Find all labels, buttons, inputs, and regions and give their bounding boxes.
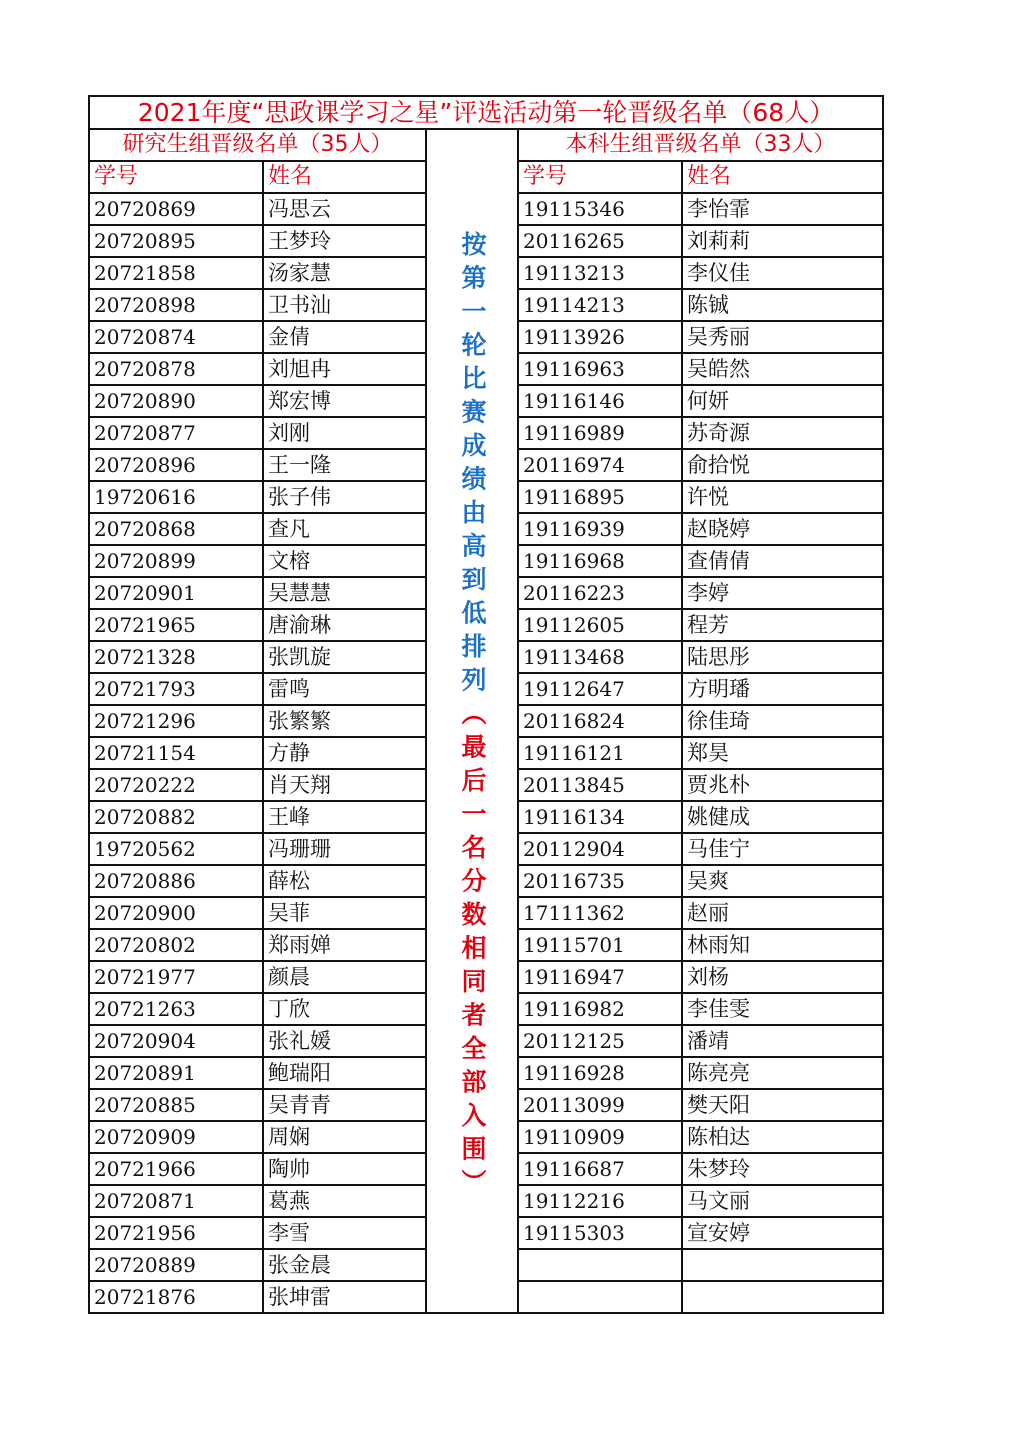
grad-student-id: 20721876 (89, 1281, 263, 1313)
undergrad-student-name: 刘莉莉 (682, 225, 883, 257)
grad-student-name: 卫书汕 (263, 289, 426, 321)
undergrad-student-name: 程芳 (682, 609, 883, 641)
grad-group-heading: 研究生组晋级名单（35人） (89, 129, 426, 161)
undergrad-student-name: 姚健成 (682, 801, 883, 833)
undergrad-student-name: 马佳宁 (682, 833, 883, 865)
promotion-list-table (88, 95, 884, 1314)
undergrad-col-name-header: 姓名 (682, 161, 883, 193)
grad-student-name: 文榕 (263, 545, 426, 577)
undergrad-student-name: 许悦 (682, 481, 883, 513)
undergrad-student-id: 19114213 (518, 289, 682, 321)
grad-student-name: 张金晨 (263, 1249, 426, 1281)
grad-student-name: 王峰 (263, 801, 426, 833)
grad-student-name: 颜晨 (263, 961, 426, 993)
grad-student-name: 李雪 (263, 1217, 426, 1249)
empty-cell (518, 1281, 682, 1313)
undergrad-student-name: 陈铖 (682, 289, 883, 321)
grad-student-name: 王梦玲 (263, 225, 426, 257)
grad-student-id: 20720885 (89, 1089, 263, 1121)
undergrad-student-id: 20116223 (518, 577, 682, 609)
undergrad-student-name: 潘靖 (682, 1025, 883, 1057)
undergrad-student-id: 19113926 (518, 321, 682, 353)
undergrad-student-id: 19116146 (518, 385, 682, 417)
grad-col-id-header: 学号 (89, 161, 263, 193)
undergrad-student-name: 苏奇源 (682, 417, 883, 449)
grad-student-name: 金倩 (263, 321, 426, 353)
undergrad-student-id: 20112125 (518, 1025, 682, 1057)
grad-student-id: 20721328 (89, 641, 263, 673)
undergrad-student-id: 17111362 (518, 897, 682, 929)
grad-student-id: 20720874 (89, 321, 263, 353)
grad-student-id: 20720896 (89, 449, 263, 481)
undergrad-student-id: 19112647 (518, 673, 682, 705)
grad-student-name: 陶帅 (263, 1153, 426, 1185)
undergrad-student-id: 19116947 (518, 961, 682, 993)
grad-student-id: 20720909 (89, 1121, 263, 1153)
ranking-note-paren: （最后一名分数相同者全部入围） (458, 700, 487, 1203)
undergrad-student-id: 20116265 (518, 225, 682, 257)
grad-student-name: 薛松 (263, 865, 426, 897)
undergrad-student-id: 19112216 (518, 1185, 682, 1217)
undergrad-student-id: 19116928 (518, 1057, 682, 1089)
grad-student-name: 方静 (263, 737, 426, 769)
undergrad-student-id: 19116939 (518, 513, 682, 545)
undergrad-student-name: 马文丽 (682, 1185, 883, 1217)
undergrad-student-name: 俞拾悦 (682, 449, 883, 481)
undergrad-student-id: 19115701 (518, 929, 682, 961)
undergrad-student-name: 李佳雯 (682, 993, 883, 1025)
grad-student-name: 汤家慧 (263, 257, 426, 289)
undergrad-student-name: 宣安婷 (682, 1217, 883, 1249)
undergrad-student-name: 李怡霏 (682, 193, 883, 225)
grad-student-id: 20720895 (89, 225, 263, 257)
grad-student-id: 20720869 (89, 193, 263, 225)
grad-student-id: 20720882 (89, 801, 263, 833)
undergrad-student-id: 20116974 (518, 449, 682, 481)
page-title: 2021年度“思政课学习之星”评选活动第一轮晋级名单（68人） (89, 96, 883, 129)
grad-student-id: 20720889 (89, 1249, 263, 1281)
group-heading-row (89, 129, 883, 161)
grad-student-id: 20721263 (89, 993, 263, 1025)
undergrad-student-id: 19115346 (518, 193, 682, 225)
undergrad-student-id: 19115303 (518, 1217, 682, 1249)
undergrad-student-id: 19116121 (518, 737, 682, 769)
undergrad-student-id: 19113468 (518, 641, 682, 673)
grad-student-name: 冯思云 (263, 193, 426, 225)
grad-student-name: 冯珊珊 (263, 833, 426, 865)
undergrad-student-name: 查倩倩 (682, 545, 883, 577)
undergrad-student-name: 方明璠 (682, 673, 883, 705)
undergrad-student-name: 刘杨 (682, 961, 883, 993)
undergrad-student-name: 赵晓婷 (682, 513, 883, 545)
grad-student-id: 19720562 (89, 833, 263, 865)
grad-student-name: 查凡 (263, 513, 426, 545)
grad-student-name: 刘刚 (263, 417, 426, 449)
undergrad-student-name: 陈柏达 (682, 1121, 883, 1153)
undergrad-student-name: 赵丽 (682, 897, 883, 929)
empty-cell (518, 1249, 682, 1281)
grad-student-name: 张礼媛 (263, 1025, 426, 1057)
grad-student-name: 吴慧慧 (263, 577, 426, 609)
grad-student-id: 20720877 (89, 417, 263, 449)
undergrad-student-id: 20116735 (518, 865, 682, 897)
grad-student-name: 吴菲 (263, 897, 426, 929)
undergrad-col-id-header: 学号 (518, 161, 682, 193)
title-row (89, 96, 883, 129)
grad-student-id: 20720886 (89, 865, 263, 897)
grad-student-id: 20720898 (89, 289, 263, 321)
grad-student-id: 20721966 (89, 1153, 263, 1185)
grad-student-name: 郑宏博 (263, 385, 426, 417)
grad-student-name: 张凯旋 (263, 641, 426, 673)
undergrad-student-id: 19116982 (518, 993, 682, 1025)
undergrad-student-id: 19116134 (518, 801, 682, 833)
undergrad-student-name: 何妍 (682, 385, 883, 417)
grad-student-name: 肖天翔 (263, 769, 426, 801)
grad-student-id: 20721956 (89, 1217, 263, 1249)
grad-student-id: 20720222 (89, 769, 263, 801)
grad-student-name: 葛燕 (263, 1185, 426, 1217)
grad-student-id: 20721858 (89, 257, 263, 289)
empty-cell (682, 1281, 883, 1313)
undergrad-student-name: 陆思彤 (682, 641, 883, 673)
undergrad-student-id: 19112605 (518, 609, 682, 641)
grad-student-name: 鲍瑞阳 (263, 1057, 426, 1089)
ranking-note-main: 按第一轮比赛成绩由高到低排列 (458, 231, 487, 701)
undergrad-student-name: 郑昊 (682, 737, 883, 769)
undergrad-student-id: 19116968 (518, 545, 682, 577)
grad-student-name: 周娴 (263, 1121, 426, 1153)
grad-student-id: 20721977 (89, 961, 263, 993)
undergrad-student-name: 陈亮亮 (682, 1057, 883, 1089)
grad-student-id: 20720890 (89, 385, 263, 417)
grad-student-name: 唐渝琳 (263, 609, 426, 641)
grad-student-id: 20720871 (89, 1185, 263, 1217)
grad-student-name: 郑雨婵 (263, 929, 426, 961)
undergrad-student-id: 19110909 (518, 1121, 682, 1153)
undergrad-student-id: 20112904 (518, 833, 682, 865)
grad-student-id: 20720899 (89, 545, 263, 577)
grad-student-name: 王一隆 (263, 449, 426, 481)
undergrad-student-name: 吴皓然 (682, 353, 883, 385)
grad-student-name: 丁欣 (263, 993, 426, 1025)
empty-cell (682, 1249, 883, 1281)
grad-student-name: 张坤雷 (263, 1281, 426, 1313)
grad-student-id: 20721154 (89, 737, 263, 769)
undergrad-student-id: 19113213 (518, 257, 682, 289)
undergrad-student-name: 朱梦玲 (682, 1153, 883, 1185)
grad-student-id: 20720868 (89, 513, 263, 545)
grad-student-id: 20720900 (89, 897, 263, 929)
undergrad-student-id: 19116687 (518, 1153, 682, 1185)
undergrad-student-id: 19116963 (518, 353, 682, 385)
undergrad-student-name: 吴秀丽 (682, 321, 883, 353)
grad-col-name-header: 姓名 (263, 161, 426, 193)
undergrad-group-heading: 本科生组晋级名单（33人） (518, 129, 883, 161)
undergrad-student-id: 20113845 (518, 769, 682, 801)
undergrad-student-name: 李婷 (682, 577, 883, 609)
undergrad-student-name: 徐佳琦 (682, 705, 883, 737)
undergrad-student-id: 19116989 (518, 417, 682, 449)
grad-student-id: 20721793 (89, 673, 263, 705)
undergrad-student-name: 贾兆朴 (682, 769, 883, 801)
grad-student-id: 20720901 (89, 577, 263, 609)
ranking-note (426, 129, 518, 1313)
grad-student-id: 20721965 (89, 609, 263, 641)
grad-student-id: 20720891 (89, 1057, 263, 1089)
grad-student-name: 张子伟 (263, 481, 426, 513)
grad-student-id: 19720616 (89, 481, 263, 513)
grad-student-id: 20720802 (89, 929, 263, 961)
grad-student-name: 雷鸣 (263, 673, 426, 705)
undergrad-student-id: 20116824 (518, 705, 682, 737)
grad-student-name: 张繁繁 (263, 705, 426, 737)
undergrad-student-id: 19116895 (518, 481, 682, 513)
undergrad-student-name: 樊天阳 (682, 1089, 883, 1121)
undergrad-student-name: 李仪佳 (682, 257, 883, 289)
grad-student-name: 刘旭冉 (263, 353, 426, 385)
undergrad-student-name: 吴爽 (682, 865, 883, 897)
undergrad-student-name: 林雨知 (682, 929, 883, 961)
grad-student-id: 20720878 (89, 353, 263, 385)
undergrad-student-id: 20113099 (518, 1089, 682, 1121)
grad-student-name: 吴青青 (263, 1089, 426, 1121)
grad-student-id: 20721296 (89, 705, 263, 737)
grad-student-id: 20720904 (89, 1025, 263, 1057)
